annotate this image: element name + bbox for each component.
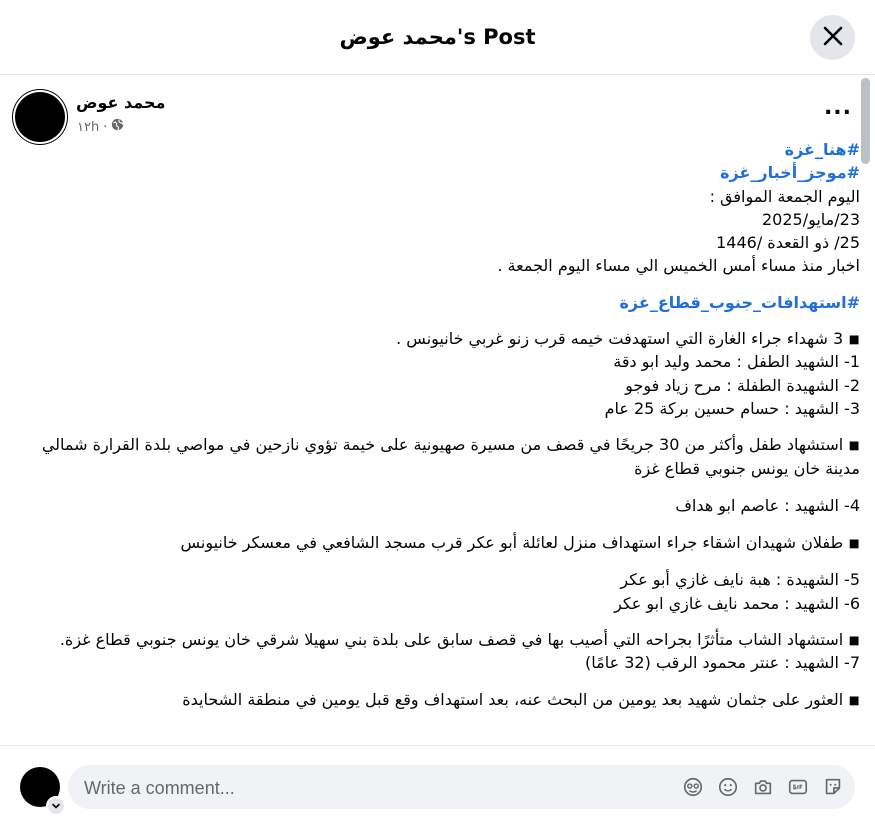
post-line: 23/مايو/2025 [761, 209, 860, 229]
post-scroll-area[interactable] [0, 75, 875, 745]
post-line: 3- الشهيد : حسام حسين بركة 25 عام [604, 398, 860, 418]
gif-icon[interactable] [786, 775, 810, 799]
dialog-header [0, 0, 875, 75]
composer-icons [681, 775, 845, 799]
post-line: اخبار منذ مساء أمس الخميس الي مساء اليوم الجمعة . [497, 256, 860, 276]
avatar-sticker-icon[interactable] [681, 775, 705, 799]
comment-composer [0, 745, 875, 832]
post-line: 5- الشهيدة : هبة نايف غازي أبو عكر [620, 570, 860, 590]
globe-icon [111, 118, 124, 137]
hashtag-link[interactable]: #استهدافات_جنوب_قطاع_غزة [619, 292, 860, 312]
post-paragraph: ◾ استشهاد الشاب متأثرًا بجراحه التي أصيب بها في قصف سابق على بلدة بني سهيلا شرقي خان يونس جنوبي قطاع غزة. [59, 630, 860, 650]
emoji-icon[interactable] [716, 775, 740, 799]
post-line: ◾ 3 شهداء جراء الغارة التي استهدفت خيمه قرب زنو غربي خانيونس . [396, 329, 860, 349]
post-meta [77, 118, 124, 137]
chevron-down-icon[interactable] [46, 796, 66, 816]
meta-separator: · [103, 119, 108, 135]
post-line: 1- الشهيد الطفل : محمد وليد ابو دقة [613, 352, 860, 372]
scrollbar-thumb[interactable] [861, 78, 870, 164]
author-name[interactable]: محمد عوض [76, 93, 166, 112]
hashtag-link[interactable]: #موجز_أخبار_غزة [720, 163, 860, 183]
scrollbar-track[interactable] [861, 78, 871, 743]
close-icon [822, 25, 844, 51]
close-button[interactable] [810, 15, 855, 60]
post-line: 4- الشهيد : عاصم ابو هداف [675, 495, 860, 515]
post-text [20, 138, 860, 711]
post-line: ◾ طفلان شهيدان اشقاء جراء استهداف منزل لعائلة أبو عكر قرب مسجد الشافعي في معسكر خانيونس [180, 533, 860, 553]
post-line: 2- الشهيدة الطفلة : مرح زياد فوجو [625, 375, 860, 395]
post-time[interactable]: ١٢h [77, 119, 100, 135]
post-line: اليوم الجمعة الموافق : [709, 186, 860, 206]
post-line: 25/ ذو القعدة /1446 [716, 233, 860, 253]
comment-input[interactable] [82, 765, 646, 811]
post-options-button[interactable]: ... [823, 95, 853, 120]
dialog-title: محمد عوض's Post [339, 25, 536, 49]
hashtag-link[interactable]: #هنا_غزة [784, 140, 860, 159]
camera-icon[interactable] [751, 775, 775, 799]
post-line: 7- الشهيد : عنتر محمود الرقب (32 عامًا) [585, 653, 860, 673]
post-line: ◾ العثور على جثمان شهيد بعد يومين من البحث عنه، بعد استهداف وقع قبل يومين في منطقة الشحايدة [182, 689, 860, 709]
post-line: 6- الشهيد : محمد نايف غازي ابو عكر [614, 593, 860, 613]
post-paragraph: ◾ استشهاد طفل وأكثر من 30 جريحًا في قصف من مسيرة صهيونية على خيمة تؤوي نازحين في مواصي بلدة القرارة شمالي مدينة خان يونس جنوبي قطاع غزة [41, 435, 860, 478]
comment-box[interactable] [68, 765, 855, 809]
sticker-icon[interactable] [821, 775, 845, 799]
author-avatar[interactable] [15, 92, 65, 142]
